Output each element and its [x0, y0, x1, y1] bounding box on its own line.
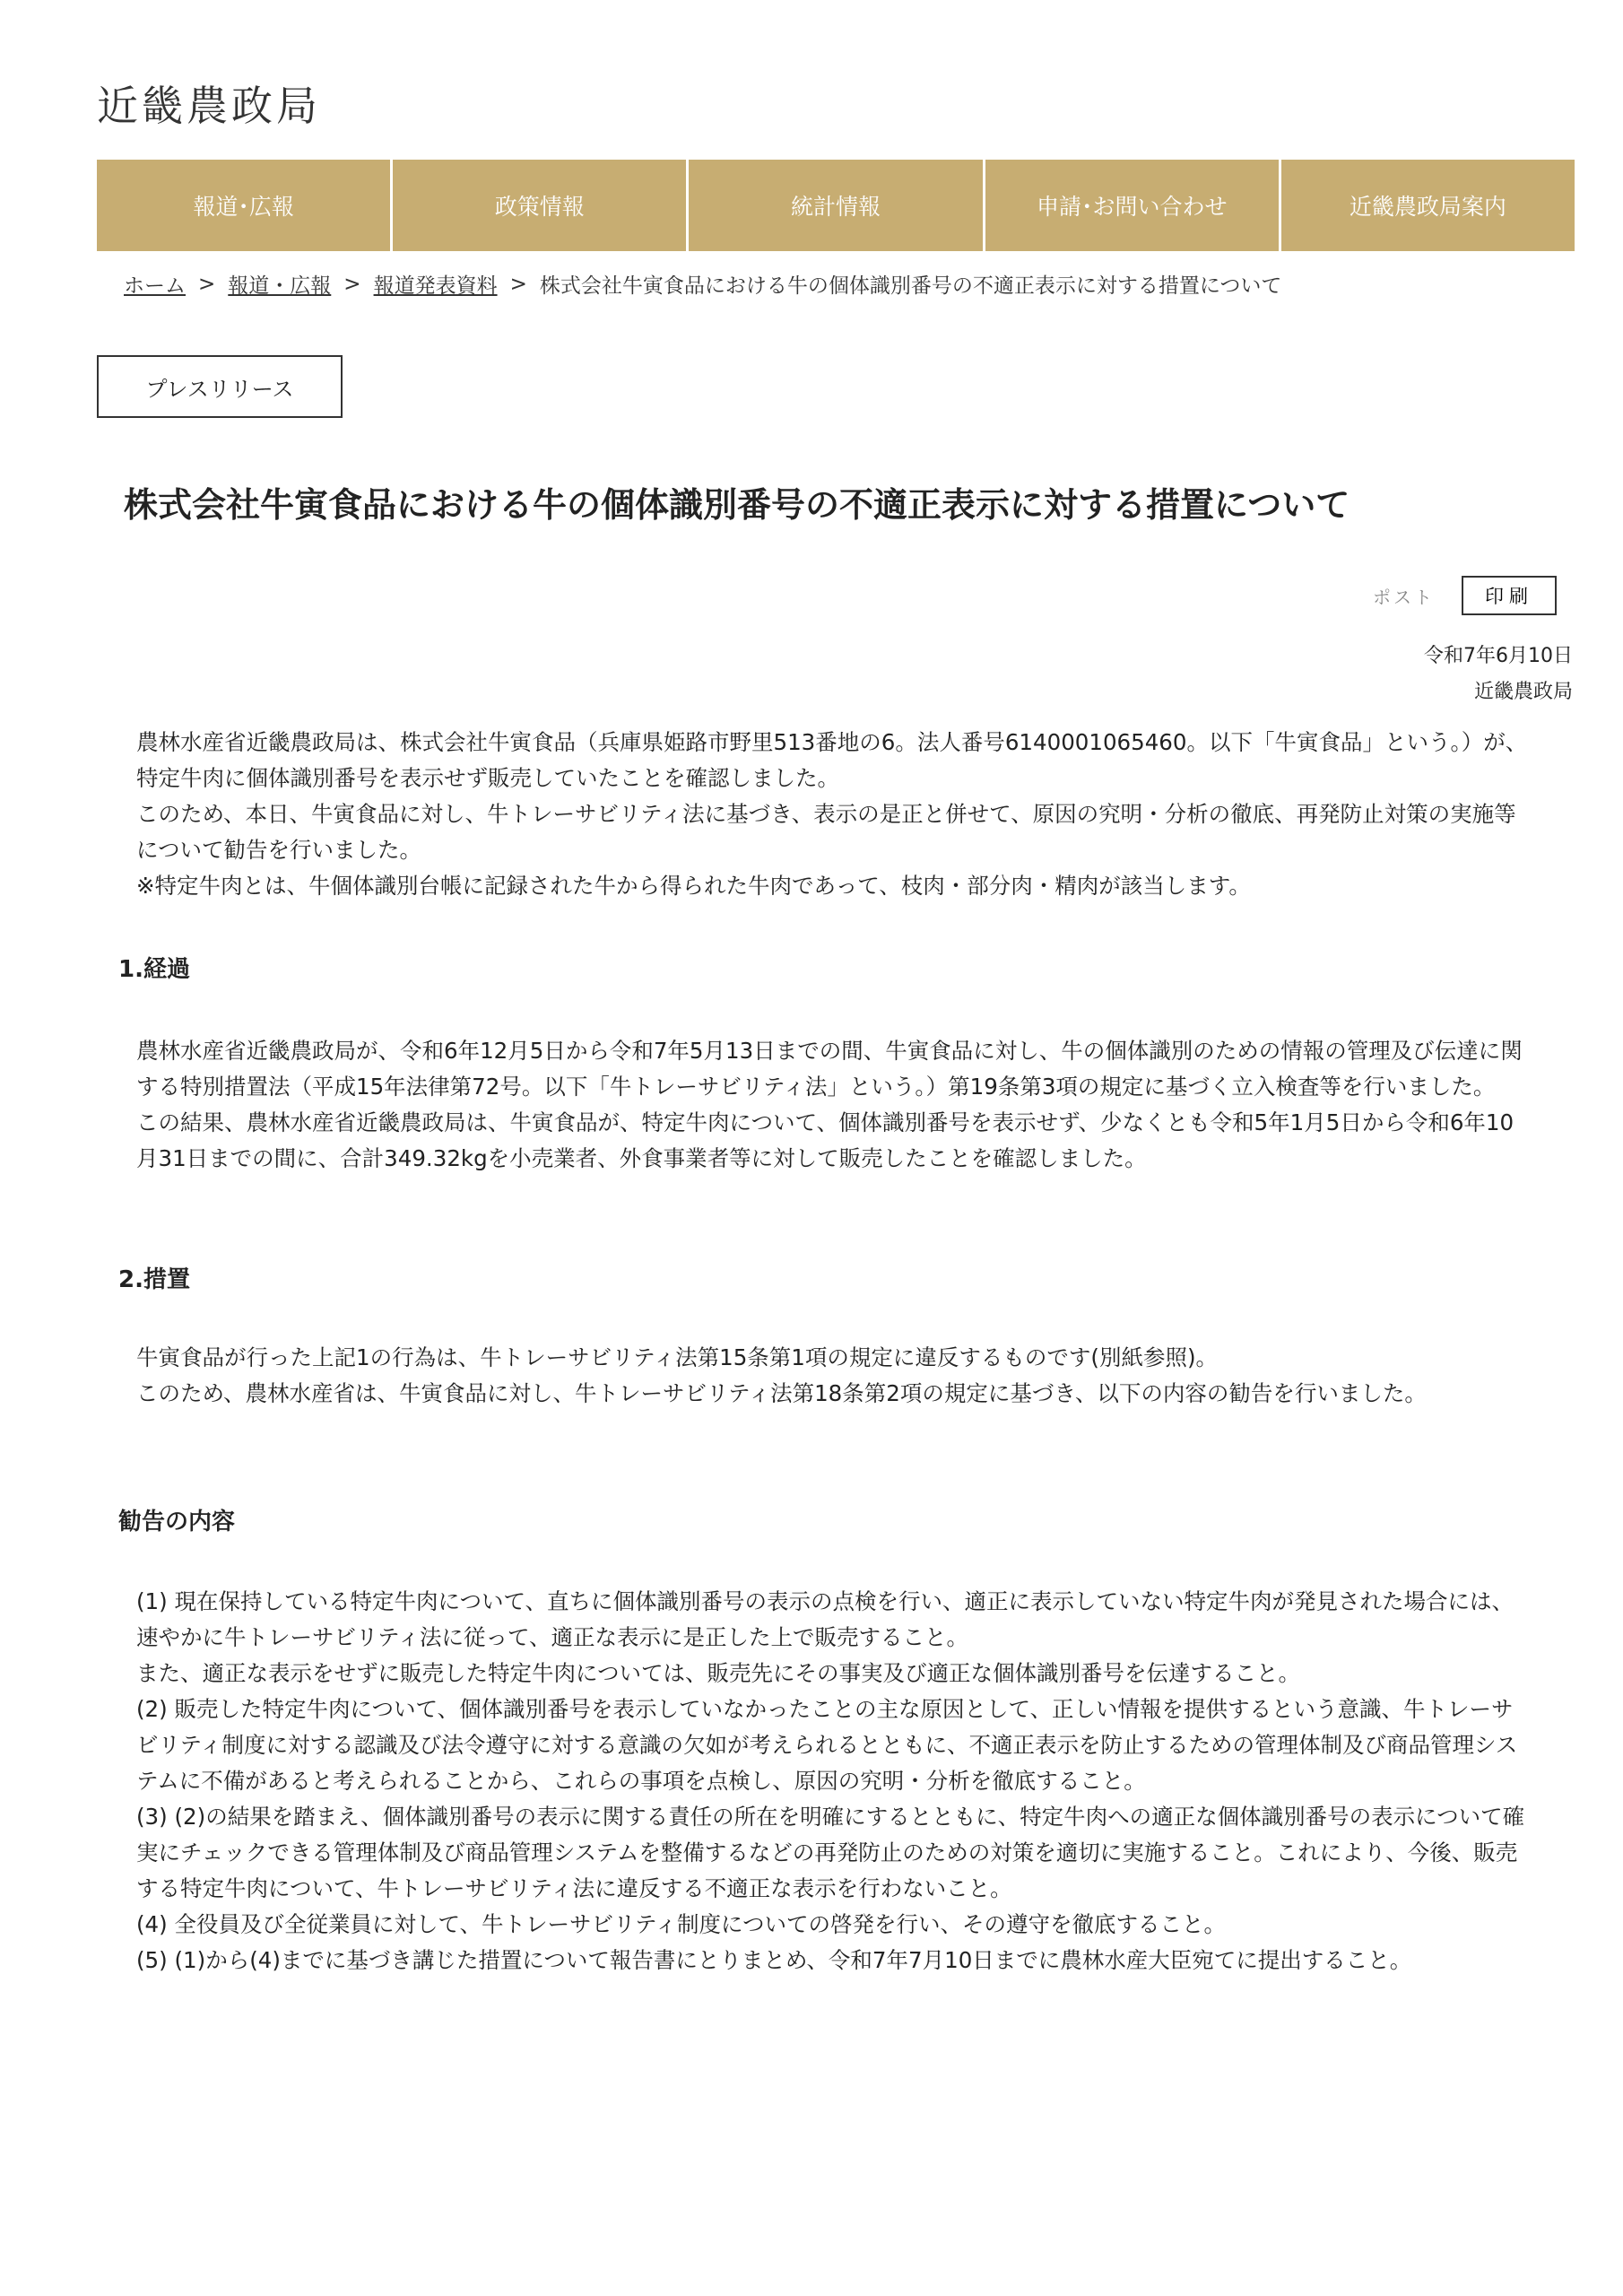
issuer: 近畿農政局 — [1473, 681, 1573, 703]
share-row — [1373, 576, 1557, 615]
breadcrumb — [124, 269, 1281, 299]
nav-item-about[interactable]: 近畿農政局案内 — [1349, 194, 1506, 220]
date-block — [1424, 639, 1573, 710]
intro-paragraph: ※特定牛肉とは、牛個体識別台帳に記録された牛から得られた牛肉であって、枝肉・部分肉・精肉が該当します。 — [136, 873, 1251, 899]
recommendation-item: (5) (1)から(4)までに基づき講じた措置について報告書にとりまとめ、令和7年7月10日までに農林水産大臣宛てに提出すること。 — [136, 1947, 1412, 1973]
site-title[interactable]: 近畿農政局 — [97, 82, 321, 130]
breadcrumb-press-link[interactable]: 報道・広報 — [228, 274, 332, 298]
nav-item-statistics[interactable]: 統計情報 — [689, 160, 985, 251]
nav-item-policy[interactable]: 政策情報 — [393, 160, 689, 251]
measures-paragraph: このため、農林水産省は、牛寅食品に対し、牛トレーサビリティ法第18条第2項の規定に基づき、以下の内容の勧告を行いました。 — [136, 1380, 1427, 1406]
recommendation-item: (3) (2)の結果を踏まえ、個体識別番号の表示に関する責任の所在を明確にするとともに、特定牛肉への適正な個体識別番号の表示について確実にチェックできる管理体制及び商品管理システムを整備するなどの再発防止のための対策を適切に実施すること。これにより、今後、販売する特定牛肉について、牛トレーサビリティ法に違反する不適正な表示を行わないこと。 — [136, 1804, 1525, 1901]
nav-item-applications[interactable]: 申請･お問い合わせ — [985, 160, 1281, 251]
breadcrumb-current: 株式会社牛寅食品における牛の個体識別番号の不適正表示に対する措置について — [539, 274, 1282, 298]
section-heading-measures: 2.措置 — [118, 1266, 190, 1293]
press-release-badge: プレスリリース — [97, 355, 343, 418]
section-heading-progress: 1.経過 — [118, 956, 190, 983]
recommendation-list — [136, 1584, 1528, 1979]
section-heading-recommendation: 勧告の内容 — [118, 1509, 236, 1535]
breadcrumb-separator: > — [343, 272, 361, 296]
recommendation-item: (4) 全役員及び全従業員に対して、牛トレーサビリティ制度についての啓発を行い、その遵守を徹底すること。 — [136, 1911, 1227, 1937]
post-share-link[interactable]: ポスト — [1373, 586, 1435, 608]
breadcrumb-separator: > — [198, 272, 216, 296]
breadcrumb-home-link[interactable]: ホーム — [124, 274, 186, 298]
recommendation-item: また、適正な表示をせずに販売した特定牛肉については、販売先にその事実及び適正な個体識別番号を伝達すること。 — [136, 1660, 1301, 1686]
section-progress-text — [136, 1033, 1528, 1177]
intro-paragraph: このため、本日、牛寅食品に対し、牛トレーサビリティ法に基づき、表示の是正と併せて、原因の究明・分析の徹底、再発防止対策の実施等について勧告を行いました。 — [136, 801, 1516, 863]
breadcrumb-separator: > — [509, 272, 527, 296]
intro-paragraph: 農林水産省近畿農政局は、株式会社牛寅食品（兵庫県姫路市野里513番地の6。法人番号6140001065460。以下「牛寅食品」という。）が、特定牛肉に個体識別番号を表示せず販売していたことを確認しました。 — [136, 729, 1528, 791]
print-button[interactable]: 印刷 — [1462, 576, 1557, 615]
intro-text — [136, 725, 1528, 904]
progress-paragraph: 農林水産省近畿農政局が、令和6年12月5日から令和7年5月13日までの間、牛寅食品に対し、牛の個体識別のための情報の管理及び伝達に関する特別措置法（平成15年法律第72号。以下「牛トレーサビリティ法」という。）第19条第3項の規定に基づく立入検査等を行いました。 — [136, 1038, 1523, 1100]
recommendation-item: (2) 販売した特定牛肉について、個体識別番号を表示していなかったことの主な原因として、正しい情報を提供するという意識、牛トレーサビリティ制度に対する認識及び法令遵守に対する意識の欠如が考えられるとともに、不適正表示を防止するための管理体制及び商品管理システムに不備があると考えられることから、これらの事項を点検し、原因の究明・分析を徹底すること。 — [136, 1696, 1518, 1794]
progress-paragraph: この結果、農林水産省近畿農政局は、牛寅食品が、特定牛肉について、個体識別番号を表示せず、少なくとも令和5年1月5日から令和6年10月31日までの間に、合計349.32kgを小売業者、外食事業者等に対して販売したことを確認しました。 — [136, 1109, 1515, 1171]
global-nav — [97, 160, 1575, 251]
page-title: 株式会社牛寅食品における牛の個体識別番号の不適正表示に対する措置について — [124, 485, 1350, 525]
measures-paragraph: 牛寅食品が行った上記1の行為は、牛トレーサビリティ法第15条第1項の規定に違反するものです(別紙参照)。 — [136, 1344, 1219, 1370]
recommendation-item: (1) 現在保持している特定牛肉について、直ちに個体識別番号の表示の点検を行い、適正に表示していない特定牛肉が発見された場合には、速やかに牛トレーサビリティ法に従って、適正な表示に是正した上で販売すること。 — [136, 1588, 1515, 1650]
breadcrumb-releases-link[interactable]: 報道発表資料 — [373, 274, 498, 298]
release-date: 令和7年6月10日 — [1424, 645, 1573, 667]
section-measures-text — [136, 1340, 1528, 1412]
nav-item-press[interactable]: 報道･広報 — [97, 160, 393, 251]
